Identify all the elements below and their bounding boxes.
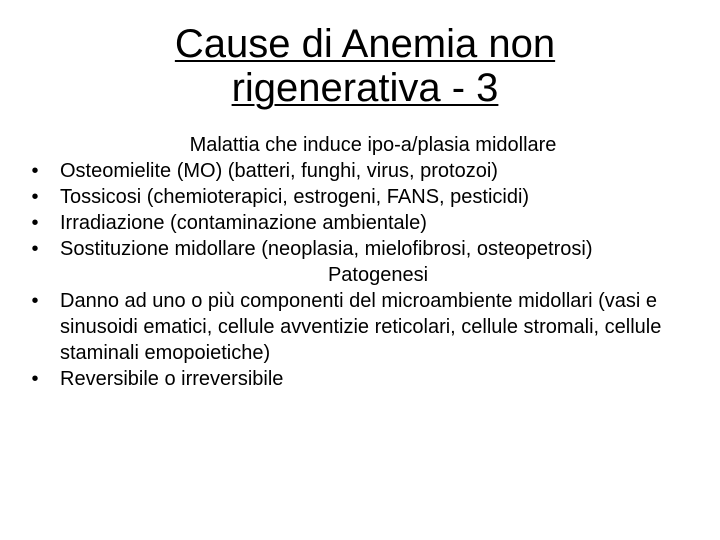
section-heading-patogenesi: Patogenesi [327, 264, 429, 286]
list-item-text: Osteomielite (MO) (batteri, funghi, virus, protozoi) [60, 160, 498, 182]
list-item-text: Irradiazione (contaminazione ambientale) [60, 212, 427, 234]
list-item [28, 236, 708, 262]
bullet-icon: • [31, 238, 39, 260]
list-item-text: Sostituzione midollare (neoplasia, mielofibrosi, osteopetrosi) [60, 238, 593, 260]
list-item [28, 210, 708, 236]
slide-title-line-2: rigenerativa - 3 [231, 66, 499, 110]
bullet-icon: • [31, 160, 39, 182]
bullet-icon: • [31, 212, 39, 234]
list-item [28, 184, 708, 210]
bullet-icon: • [31, 186, 39, 208]
bullet-list-causes [28, 158, 708, 262]
bullet-icon: • [31, 290, 39, 312]
bullet-icon: • [31, 368, 39, 390]
bullet-list-patogenesi [28, 288, 708, 392]
list-item-text: Tossicosi (chemioterapici, estrogeni, FANS, pesticidi) [60, 186, 530, 208]
list-item [28, 158, 708, 184]
list-item-text: Danno ad uno o più componenti del microambiente midollari (vasi e sinusoidi ematici, cellule avventizie reticolari, cellule stromali, cellule staminali emopoietiche) [60, 290, 662, 364]
list-item-text: Reversibile o irreversibile [60, 368, 284, 390]
section-heading-malattia: Malattia che induce ipo-a/plasia midollare [189, 134, 557, 156]
slide-title [140, 22, 590, 110]
list-item [28, 288, 708, 366]
list-item [28, 366, 708, 392]
slide-title-line-1: Cause di Anemia non [174, 22, 556, 66]
slide-body [28, 132, 708, 392]
